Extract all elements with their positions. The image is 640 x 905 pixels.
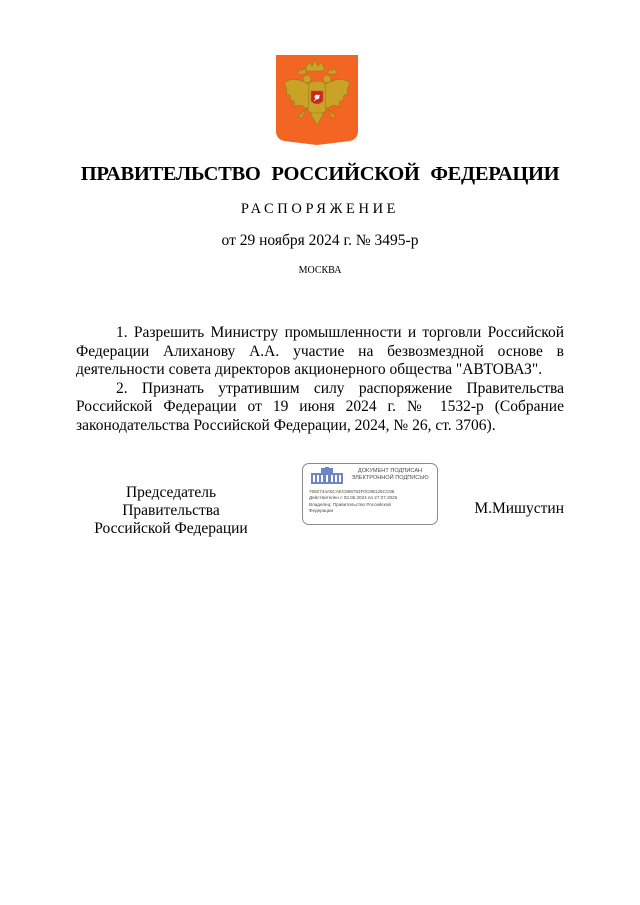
document-date-number: от 29 ноября 2024 г. № 3495-р bbox=[221, 232, 419, 249]
document-body bbox=[76, 324, 564, 436]
electronic-signature-stamp bbox=[302, 463, 438, 525]
paragraph-2: 2. Признать утратившим силу распоряжение Правительства Российской Федерации от 19 июня 2024 г. № 1532-р (Собрание законодательства Российской Федерации, 2024, № 26, ст. 3706). bbox=[76, 379, 564, 434]
signer-position-line-1: Председатель Правительства bbox=[122, 484, 220, 519]
government-title: ПРАВИТЕЛЬСТВО РОССИЙСКОЙ ФЕДЕРАЦИИ bbox=[80, 163, 560, 185]
stamp-certificate: 7682744A5CAEC896763F0C8B125CC86 bbox=[309, 489, 395, 494]
stamp-validity: Действителен с 03.05.2024 по 27.07.2025 bbox=[309, 495, 398, 501]
coat-of-arms-icon bbox=[276, 55, 358, 145]
stamp-details bbox=[309, 489, 433, 515]
signer-position bbox=[76, 484, 266, 538]
document-city: МОСКВА bbox=[298, 265, 342, 276]
stamp-heading bbox=[347, 468, 433, 482]
signer-position-line-2: Российской Федерации bbox=[94, 520, 248, 537]
government-building-icon bbox=[310, 467, 344, 485]
stamp-owner-line-2: Федерации bbox=[309, 508, 334, 514]
signer-name: М.Мишустин bbox=[474, 500, 564, 517]
stamp-heading-line-2: ЭЛЕКТРОННОЙ ПОДПИСЬЮ bbox=[351, 474, 429, 481]
document-type: РАСПОРЯЖЕНИЕ bbox=[240, 201, 400, 217]
paragraph-1: 1. Разрешить Министру промышленности и торговли Российской Федерации Алиханову А.А. участие на безвозмездной основе в деятельности совета директоров акционерного общества "АВТОВАЗ". bbox=[76, 324, 564, 379]
stamp-owner-line-1: Владелец: Правительство Российской bbox=[309, 501, 391, 507]
stamp-heading-line-1: ДОКУМЕНТ ПОДПИСАН bbox=[357, 468, 423, 474]
